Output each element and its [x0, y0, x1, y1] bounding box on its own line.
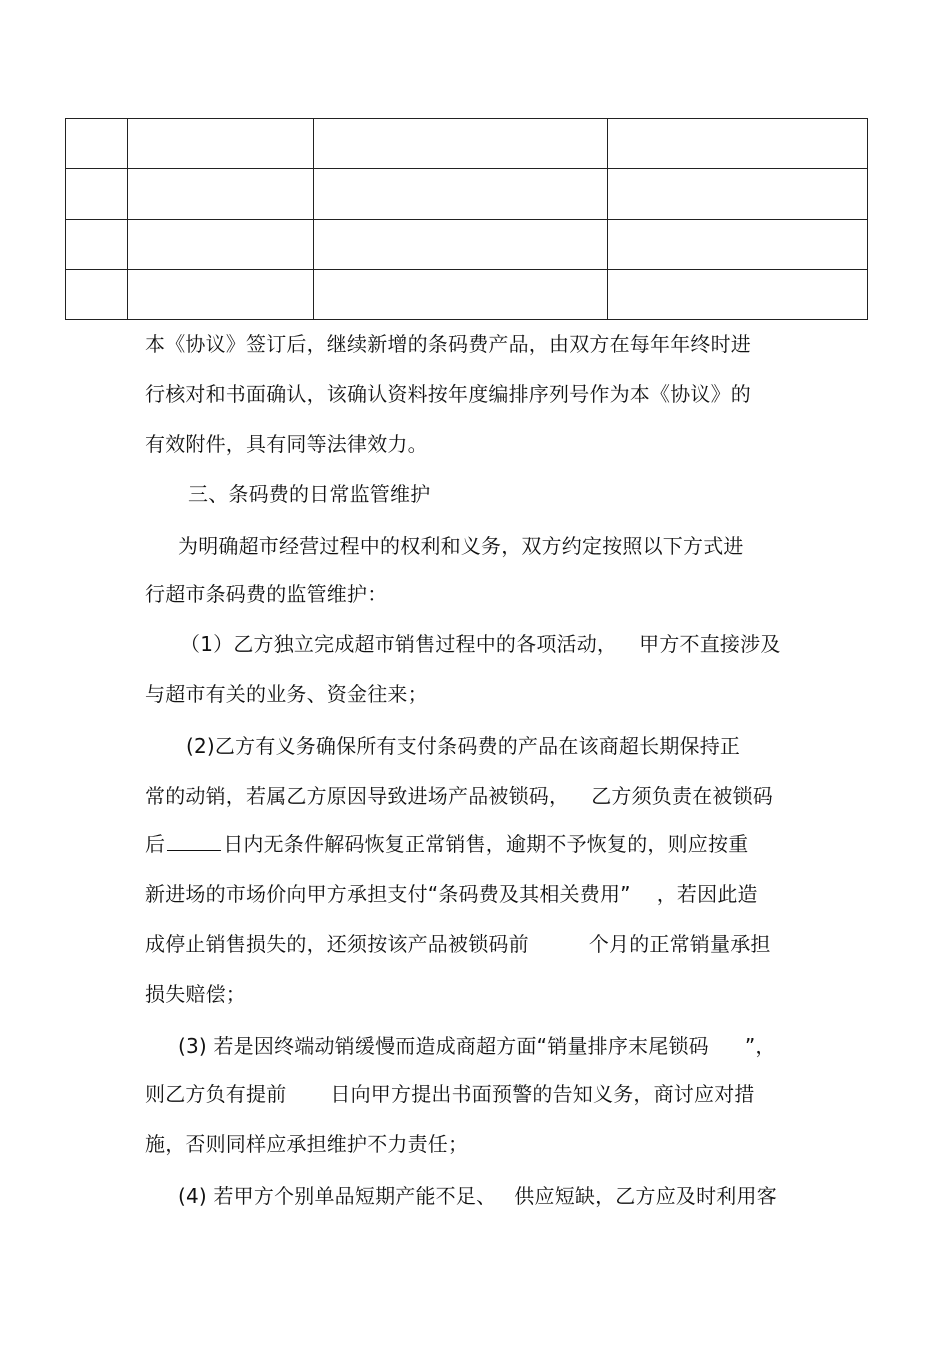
table-cell [66, 269, 128, 319]
table-cell [314, 169, 608, 219]
table-row [66, 169, 868, 219]
item4-line1 [178, 1182, 777, 1210]
table-cell [608, 119, 868, 169]
item3-line1 [178, 1032, 776, 1060]
table-row [66, 269, 868, 319]
item1-line2: 与超市有关的业务、资金往来； [145, 682, 428, 706]
blank-table [65, 118, 868, 320]
item2-line2-a: 常的动销，若属乙方原因导致进场产品被锁码， [145, 784, 570, 808]
item3-line2-a: 则乙方负有提前 [145, 1082, 287, 1106]
table-cell [128, 169, 314, 219]
item2-line4 [145, 880, 758, 908]
table-cell [128, 269, 314, 319]
item1-line1 [180, 630, 781, 658]
item3-line3: 施，否则同样应承担维护不力责任； [145, 1132, 469, 1156]
item3-line2 [145, 1080, 755, 1108]
table-cell [608, 269, 868, 319]
table-row [66, 219, 868, 269]
item2-line3 [145, 830, 748, 858]
table-cell [314, 119, 608, 169]
table-cell [128, 219, 314, 269]
item2-line3-a: 后 [145, 832, 166, 856]
item2-line1: (2)乙方有义务确保所有支付条码费的产品在该商超长期保持正 [186, 734, 741, 758]
table-cell [66, 219, 128, 269]
item3-line1-a: (3) 若是因终端动销缓慢而造成商超方面“销量排序末尾锁码 [178, 1034, 709, 1058]
table-cell [128, 119, 314, 169]
item2-line5 [145, 930, 771, 958]
item2-line4-b: ，若因此造 [656, 882, 758, 906]
table-cell [66, 119, 128, 169]
para1-line2: 行核对和书面确认，该确认资料按年度编排序列号作为本《协议》的 [145, 382, 751, 406]
item2-line5-a: 成停止销售损失的，还须按该产品被锁码前 [145, 932, 529, 956]
item2-line2-b: 乙方须负责在被锁码 [591, 784, 774, 808]
table-cell [608, 219, 868, 269]
para1-line1: 本《协议》签订后，继续新增的条码费产品，由双方在每年年终时进 [145, 332, 751, 356]
item2-line4-a: 新进场的市场价向甲方承担支付“条码费及其相关费用” [145, 882, 631, 906]
intro-line1: 为明确超市经营过程中的权利和义务，双方约定按照以下方式进 [178, 534, 744, 558]
para1-line3: 有效附件，具有同等法律效力。 [145, 432, 428, 456]
item2-line3-b: 日内无条件解码恢复正常销售，逾期不予恢复的，则应按重 [223, 832, 749, 856]
item2-line5-b: 个月的正常销量承担 [588, 932, 771, 956]
table-row [66, 119, 868, 169]
item4-line1-b: 供应短缺，乙方应及时利用客 [514, 1184, 777, 1208]
item2-line6: 损失赔偿； [145, 982, 246, 1006]
table-cell [66, 169, 128, 219]
item1-line1-a: （1）乙方独立完成超市销售过程中的各项活动， [180, 632, 618, 656]
item2-line2 [145, 782, 773, 810]
item3-line2-b: 日向甲方提出书面预警的告知义务，商讨应对措 [330, 1082, 755, 1106]
item1-line1-b: 甲方不直接涉及 [639, 632, 781, 656]
item3-line1-b: ”， [744, 1034, 776, 1058]
table-cell [314, 219, 608, 269]
item4-line1-a: (4) 若甲方个别单品短期产能不足、 [178, 1184, 497, 1208]
table-cell [314, 269, 608, 319]
fill-in-blank [167, 830, 221, 851]
section-heading: 三、条码费的日常监管维护 [188, 482, 431, 506]
intro-line2: 行超市条码费的监管维护： [145, 582, 388, 606]
table-cell [608, 169, 868, 219]
